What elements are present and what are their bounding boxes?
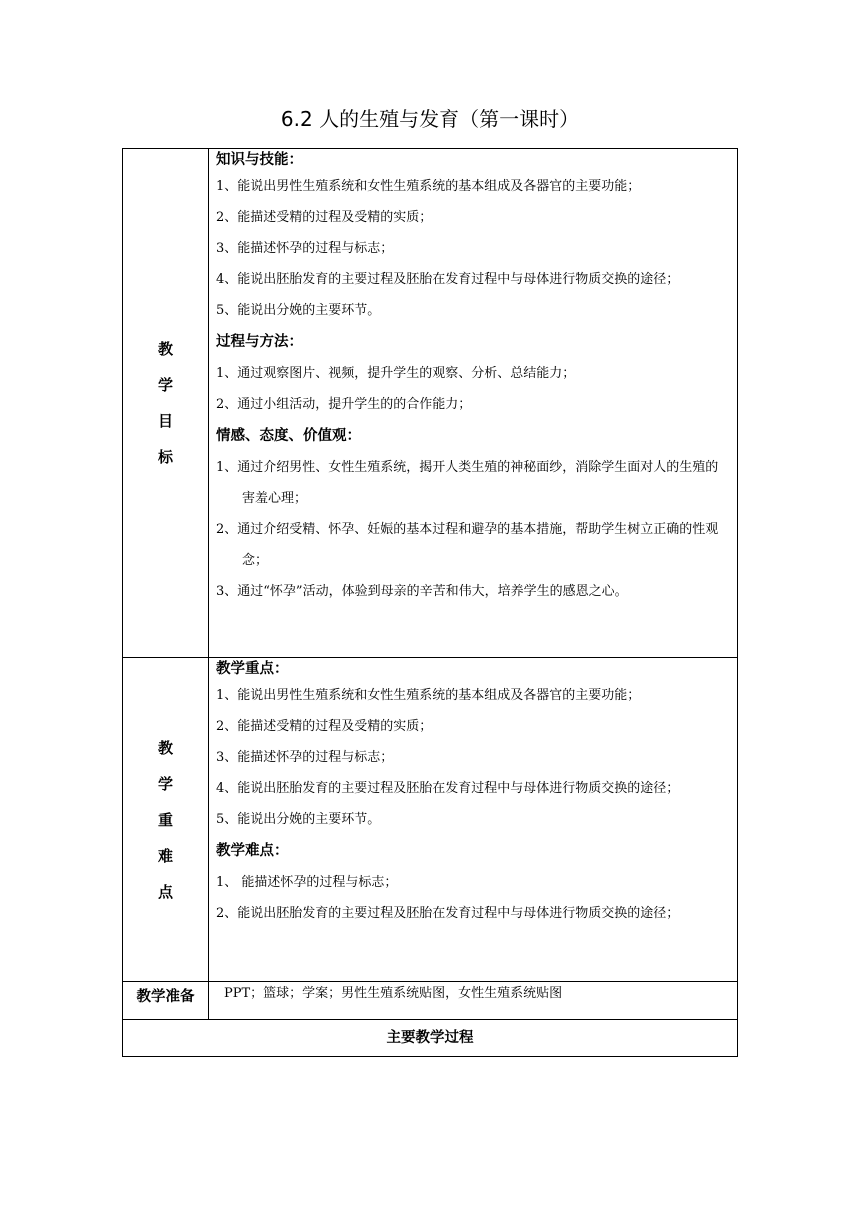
list-item: 1、通过观察图片、视频，提升学生的观察、分析、总结能力； bbox=[216, 366, 576, 381]
list-item: 2、通过介绍受精、怀孕、妊娠的基本过程和避孕的基本措施，帮助学生树立正确的性观念； bbox=[216, 522, 719, 568]
list-item: 2、能说出胚胎发育的主要过程及胚胎在发育过程中与母体进行物质交换的途径； bbox=[216, 906, 680, 921]
main-process-title: 主要教学过程 bbox=[386, 1030, 474, 1046]
list-item: 3、能描述怀孕的过程与标志； bbox=[216, 241, 394, 256]
label-char: 学 bbox=[157, 774, 173, 793]
list-item: 1、能说出男性生殖系统和女性生殖系统的基本组成及各器官的主要功能； bbox=[216, 688, 641, 703]
label-char: 标 bbox=[157, 448, 173, 466]
lesson-plan-table bbox=[122, 148, 738, 1057]
list-item: 4、能说出胚胎发育的主要过程及胚胎在发育过程中与母体进行物质交换的途径； bbox=[216, 781, 680, 796]
label-char: 学 bbox=[157, 376, 173, 394]
list-item: 5、能说出分娩的主要环节。 bbox=[216, 303, 381, 318]
list-item: 3、通过“怀孕”活动，体验到母亲的辛苦和伟大，培养学生的感恩之心。 bbox=[216, 584, 628, 599]
key-points-row bbox=[123, 658, 738, 982]
main-process-row bbox=[123, 1020, 738, 1057]
list-item: 1、通过介绍男性、女性生殖系统，揭开人类生殖的神秘面纱，消除学生面对人的生殖的害羞心理； bbox=[216, 460, 719, 506]
list-item: 2、能描述受精的过程及受精的实质； bbox=[216, 210, 433, 225]
preparation-label: 教学准备 bbox=[123, 982, 209, 1020]
label-char: 重 bbox=[157, 810, 173, 829]
label-char: 难 bbox=[157, 846, 173, 865]
label-char: 教 bbox=[157, 738, 173, 757]
list-item: 1、能说出男性生殖系统和女性生殖系统的基本组成及各器官的主要功能； bbox=[216, 179, 641, 194]
label-char: 点 bbox=[157, 882, 173, 901]
section-heading: 知识与技能： bbox=[216, 152, 303, 168]
key-points-label bbox=[123, 658, 209, 982]
section-heading: 教学重点： bbox=[216, 661, 289, 677]
preparation-row bbox=[123, 982, 738, 1020]
label-char: 目 bbox=[157, 412, 173, 430]
label-char: 教 bbox=[157, 340, 173, 358]
list-item: 5、能说出分娩的主要环节。 bbox=[216, 812, 381, 827]
teaching-goals-label bbox=[123, 149, 209, 658]
list-item: 2、通过小组活动，提升学生的的合作能力； bbox=[216, 397, 472, 412]
preparation-text: PPT；篮球；学案；男性生殖系统贴图，女性生殖系统贴图 bbox=[224, 986, 563, 1001]
main-process-header bbox=[123, 1020, 738, 1057]
page-title: 6.2 人的生殖与发育（第一课时） bbox=[280, 107, 580, 131]
section-heading: 过程与方法： bbox=[216, 334, 303, 350]
list-item: 3、能描述怀孕的过程与标志； bbox=[216, 750, 394, 765]
key-points-content bbox=[209, 658, 738, 982]
teaching-goals-content bbox=[209, 149, 738, 658]
section-heading: 教学难点： bbox=[216, 843, 289, 859]
list-item: 2、能描述受精的过程及受精的实质； bbox=[216, 719, 433, 734]
preparation-content bbox=[209, 982, 738, 1020]
list-item: 1、 能描述怀孕的过程与标志； bbox=[216, 875, 398, 890]
section-heading: 情感、态度、价值观： bbox=[216, 428, 361, 444]
teaching-goals-row bbox=[123, 149, 738, 658]
list-item: 4、能说出胚胎发育的主要过程及胚胎在发育过程中与母体进行物质交换的途径； bbox=[216, 272, 680, 287]
